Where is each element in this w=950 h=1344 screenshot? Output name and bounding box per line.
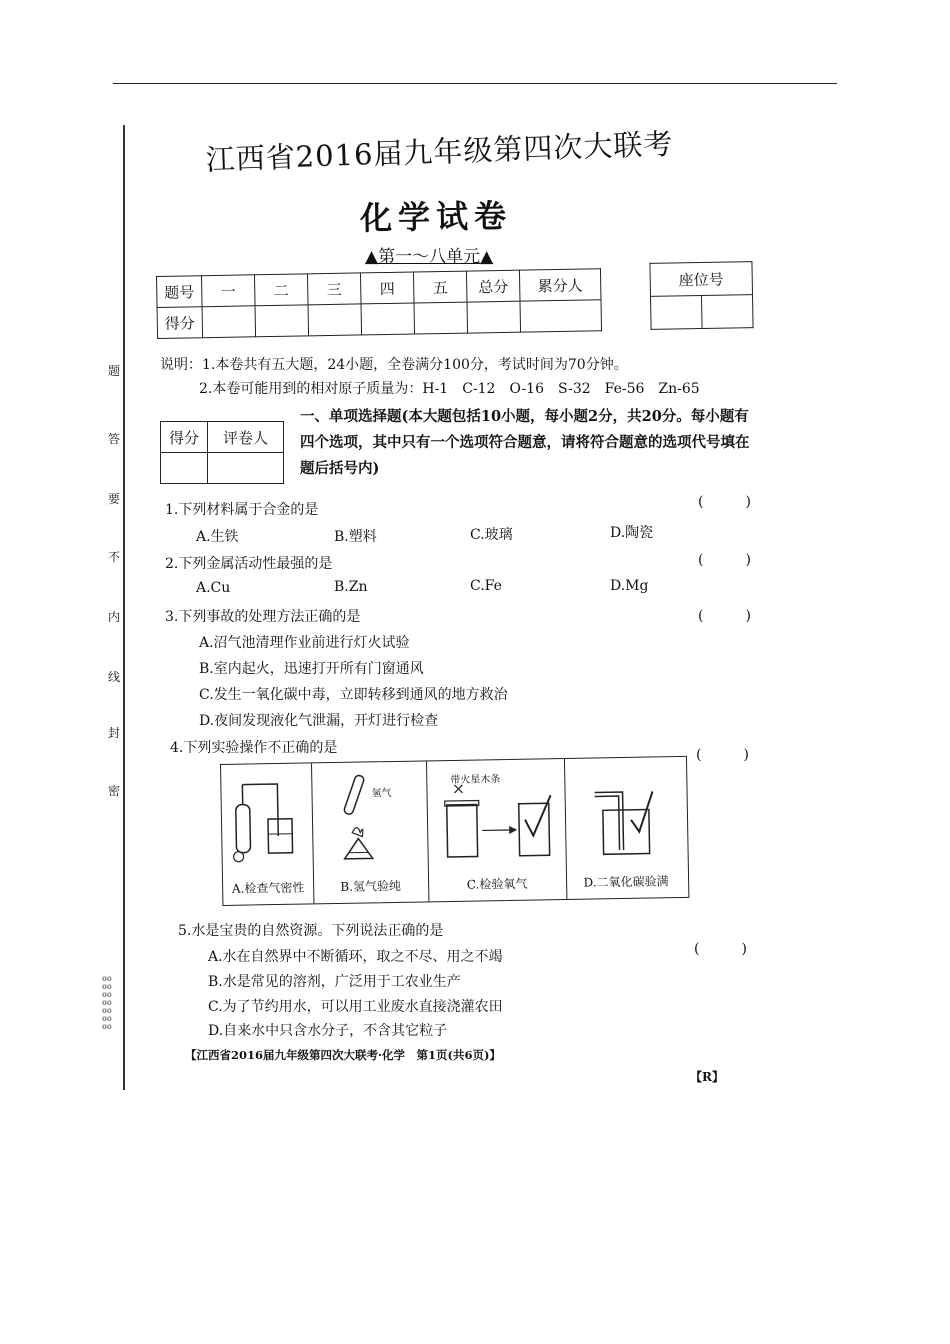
score-header: 五 [413,271,467,303]
option: A.水在自然界中不断循环，取之不尽、用之不竭 [208,949,503,965]
experiment-diagram [220,756,689,906]
margin-char: 密 [107,784,120,798]
grader-score-label: 得分 [161,422,208,453]
hydrogen-test-icon [311,761,428,873]
page-footer: 【江西省2016届九年级第四次大联考·化学 第1页(共6页)】 [185,1048,501,1062]
exam-title: 江西省2016届九年级第四次大联考 [205,126,674,177]
margin-dots: oooooooooooooo [102,974,112,1031]
grader-name-cell[interactable] [208,453,284,484]
co2-full-check-icon [564,757,686,869]
option: D.夜间发现液化气泄漏，开灯进行检查 [199,713,439,729]
margin-char: 不 [107,550,120,564]
score-header: 三 [307,273,361,305]
question-stem: 4.下列实验操作不正确的是 [170,740,338,756]
margin-char: 封 [107,726,120,740]
score-cell[interactable] [361,303,415,335]
panel-b [311,761,429,903]
score-cell[interactable] [202,306,256,338]
question-stem: 2.下列金属活动性最强的是 [165,556,333,572]
seat-table [649,261,753,330]
option: C.玻璃 [470,527,513,543]
option: C.Fe [470,578,502,594]
caption: A.检查气密性 [231,880,305,896]
option: D.自来水中只含水分子，不含其它粒子 [208,1023,448,1039]
caption: B.氢气验纯 [340,878,402,894]
caption: D.二氧化碳验满 [583,874,669,890]
question-stem: 3.下列事故的处理方法正确的是 [165,609,361,625]
score-cell[interactable] [520,300,602,332]
answer-parens[interactable]: ( ) [698,552,765,568]
score-header: 四 [360,272,414,304]
panel-a [221,763,314,905]
margin-char: 题 [107,364,120,378]
score-row-label: 得分 [157,307,203,339]
margin-char: 要 [107,492,120,506]
caption: C.检验氧气 [466,876,528,892]
grader-score-cell[interactable] [161,453,208,484]
score-header: 题号 [157,276,203,308]
exam-subtitle: 化学试卷 [359,196,513,238]
score-cell[interactable] [308,304,362,336]
option: D.Mg [610,578,649,594]
question-stem: 1.下列材料属于合金的是 [165,502,319,518]
option: A.Cu [196,580,231,596]
option: A.生铁 [196,529,239,545]
note-1: 说明：1.本卷共有五大题，24小题，全卷满分100分，考试时间为70分钟。 [160,357,628,373]
option: C.为了节约用水，可以用工业废水直接浇灌农田 [208,999,503,1015]
option: B.Zn [334,579,368,595]
option: D.陶瓷 [610,525,654,541]
tag-hydrogen: 氢气 [371,788,392,800]
answer-parens[interactable]: ( ) [698,608,765,624]
score-header: 二 [254,274,308,306]
exam-scope: ▲第一～八单元▲ [365,247,494,267]
question-stem: 5.水是宝贵的自然资源。下列说法正确的是 [178,923,444,939]
option: A.沼气池清理作业前进行灯火试验 [199,635,410,651]
section-1-heading: 一、单项选择题(本大题包括10小题，每小题2分，共20分。每小题有四个选项，其中只有一个选项符合题意，请将符合题意的选项代号填在题后括号内) [300,408,750,477]
airtight-check-icon [221,763,313,875]
margin-char: 线 [107,670,120,684]
score-header: 总分 [466,270,520,302]
answer-parens[interactable]: ( ) [696,747,763,763]
panel-c [426,759,567,901]
grader-name-label: 评卷人 [208,422,284,453]
grader-table [160,421,284,484]
seat-cell[interactable] [702,295,754,329]
score-table [156,268,602,339]
top-rule [113,83,837,84]
option: B.塑料 [334,529,377,545]
seat-label: 座位号 [650,262,753,297]
margin-char: 答 [107,432,120,446]
version-mark: 【R】 [690,1070,724,1084]
option: B.水是常见的溶剂，广泛用于工农业生产 [208,974,461,990]
option: B.室内起火，迅速打开所有门窗通风 [199,661,424,677]
score-header: 一 [202,275,256,307]
score-header: 累分人 [519,269,601,301]
score-cell[interactable] [467,301,521,333]
panel-d [564,757,686,899]
seat-cell[interactable] [651,296,703,330]
tag-splint: 带火星木条 [450,774,501,786]
answer-parens[interactable]: ( ) [694,941,761,957]
answer-parens[interactable]: ( ) [698,494,765,510]
score-cell[interactable] [255,305,309,337]
option: C.发生一氧化碳中毒，立即转移到通风的地方救治 [199,687,508,703]
note-2: 2.本卷可能用到的相对原子质量为：H-1 C-12 O-16 S-32 Fe-56 Zn-65 [199,381,700,397]
score-cell[interactable] [414,302,468,334]
margin-char: 内 [107,610,120,624]
